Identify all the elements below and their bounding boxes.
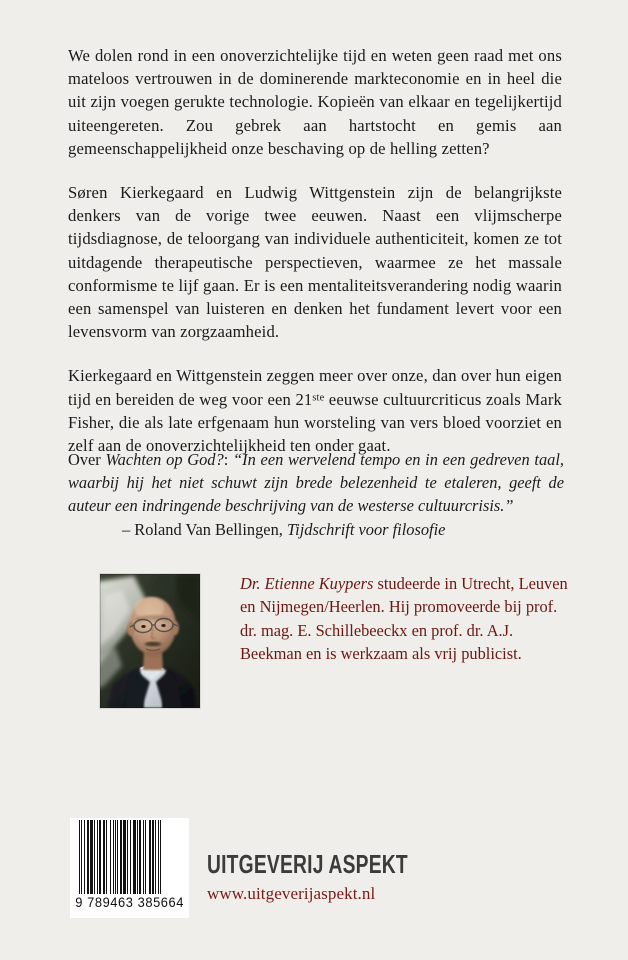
quote-lead-in: Over <box>68 450 106 469</box>
paragraph-3-text-after-superscript: eeuwse cultuurcriticus zoals Mark Fisher, die als late erfgenaam hun worsteling van vers bloed voorziet en zelf aan de onoverzichtelijkheid ten onder gaat. <box>68 389 562 456</box>
paragraph-1: We dolen rond in een onoverzichtelijke tijd en weten geen raad met ons mateloos vertrouwen in de dominerende markteconomie en in heel die uit zijn voegen gerukte technologie. Kopieën van elkaar en tegelijkertijd uiteengereten. Zou gebrek aan hartstocht en gemis aan gemeenschappelijkheid onze beschaving op de helling zetten? <box>68 46 562 158</box>
author-photo <box>100 574 200 708</box>
author-portrait-image <box>100 574 200 708</box>
barcode-digits: 9 789463 385664 <box>75 895 184 910</box>
ordinal-superscript: ste <box>312 392 325 404</box>
review-attribution <box>68 518 564 541</box>
reviewed-book-title: Wachten op God? <box>105 450 224 469</box>
publisher-name: UITGEVERIJ ASPEKT <box>207 849 408 879</box>
paragraph-2: Søren Kierkegaard en Ludwig Wittgenstein zijn de belangrijkste denkers van de vorige twee eeuwen. Naast een vlijmscherpe tijdsdiagnose, de teloorgang van individuele authenticiteit, komen ze tot uitdagende therapeutische perspectieven, waarmee ze het massale conformisme te lijf gaan. Er is een mentaliteitsverandering nodig waarin een samenspel van luisteren en denken het fundament levert voor een levensvorm van zorgzaamheid. <box>68 183 562 342</box>
author-name: Dr. Etienne Kuypers <box>240 574 374 593</box>
review-quote-block <box>68 448 564 541</box>
attribution-reviewer-name: – Roland Van Bellingen, <box>122 519 287 539</box>
quote-body-text: “In een wervelend tempo en in een gedreven taal, waarbij hij het niet schuwt zijn brede belezenheid te etaleren, geeft de auteur een indringende beschrijving van de westerse cultuurcrisis.” <box>68 450 564 516</box>
publisher-url[interactable]: www.uitgeverijaspekt.nl <box>207 884 376 903</box>
author-bio-body: studeerde in Utrecht, Leuven en Nijmegen/Heerlen. Hij promoveerde bij prof. dr. mag. E. Schillebeeckx en prof. dr. A.J. Beekman en is werkzaam als vrij publicist. <box>240 574 568 664</box>
author-bio-text <box>240 572 570 666</box>
body-copy <box>68 44 562 457</box>
review-quote-text <box>68 448 564 518</box>
publisher-block <box>207 850 478 904</box>
quote-colon: : <box>223 450 234 469</box>
isbn-barcode <box>70 818 189 918</box>
barcode-bars <box>79 820 186 894</box>
paragraph-3-text-before-superscript: Kierkegaard en Wittgenstein zeggen meer over onze, dan over hun eigen tijd en bereiden de weg voor een 21 <box>68 366 562 409</box>
paragraph-3 <box>68 364 562 457</box>
attribution-publication: Tijdschrift voor filosofie <box>286 519 446 539</box>
